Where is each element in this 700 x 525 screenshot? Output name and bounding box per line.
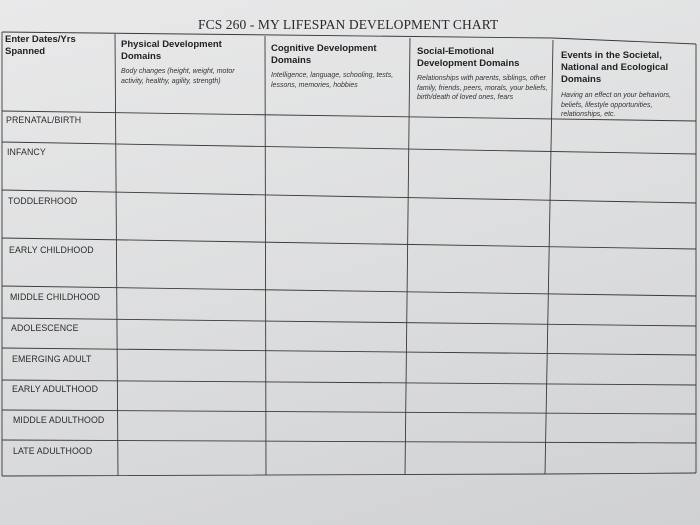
row-label-emerging-adult: EMERGING ADULT [12,354,92,364]
societal-column-heading: Events in the Societal, National and Ecological Domains [561,50,669,85]
row-label-middle-childhood: MIDDLE CHILDHOOD [10,292,101,302]
social-emotional-column-description: Relationships with parents, siblings, other family, friends, peers, morals, your beliefs, birth/death of loved ones, fears [417,75,548,101]
row-label-middle-adulthood: MIDDLE ADULTHOOD [13,415,105,425]
physical-column-description: Body changes (height, weight, motor activity, healthy, agility, strength) [121,68,235,85]
dates-column-header: Enter Dates/Yrs Spanned [5,34,76,57]
chart-title: FCS 260 - MY LIFESPAN DEVELOPMENT CHART [198,17,499,32]
row-label-adolescence: ADOLESCENCE [11,323,79,333]
cognitive-column-heading: Cognitive Development Domains [271,43,377,66]
row-label-infancy: INFANCY [7,147,46,157]
row-label-prenatal-birth: PRENATAL/BIRTH [6,115,82,125]
row-label-late-adulthood: LATE ADULTHOOD [13,446,93,456]
social-emotional-column-heading: Social-Emotional Development Domains [417,46,520,69]
societal-column-description: Having an effect on your behaviors, beliefs, lifestyle opportunities, relationships, etc. [561,92,672,118]
row-label-early-childhood: EARLY CHILDHOOD [9,245,94,255]
cognitive-column-description: Intelligence, language, schooling, tests, lessons, memories, hobbies [271,72,394,89]
physical-column-heading: Physical Development Domains [121,39,222,62]
row-label-toddlerhood: TODDLERHOOD [8,196,78,206]
row-label-early-adulthood: EARLY ADULTHOOD [12,384,99,394]
